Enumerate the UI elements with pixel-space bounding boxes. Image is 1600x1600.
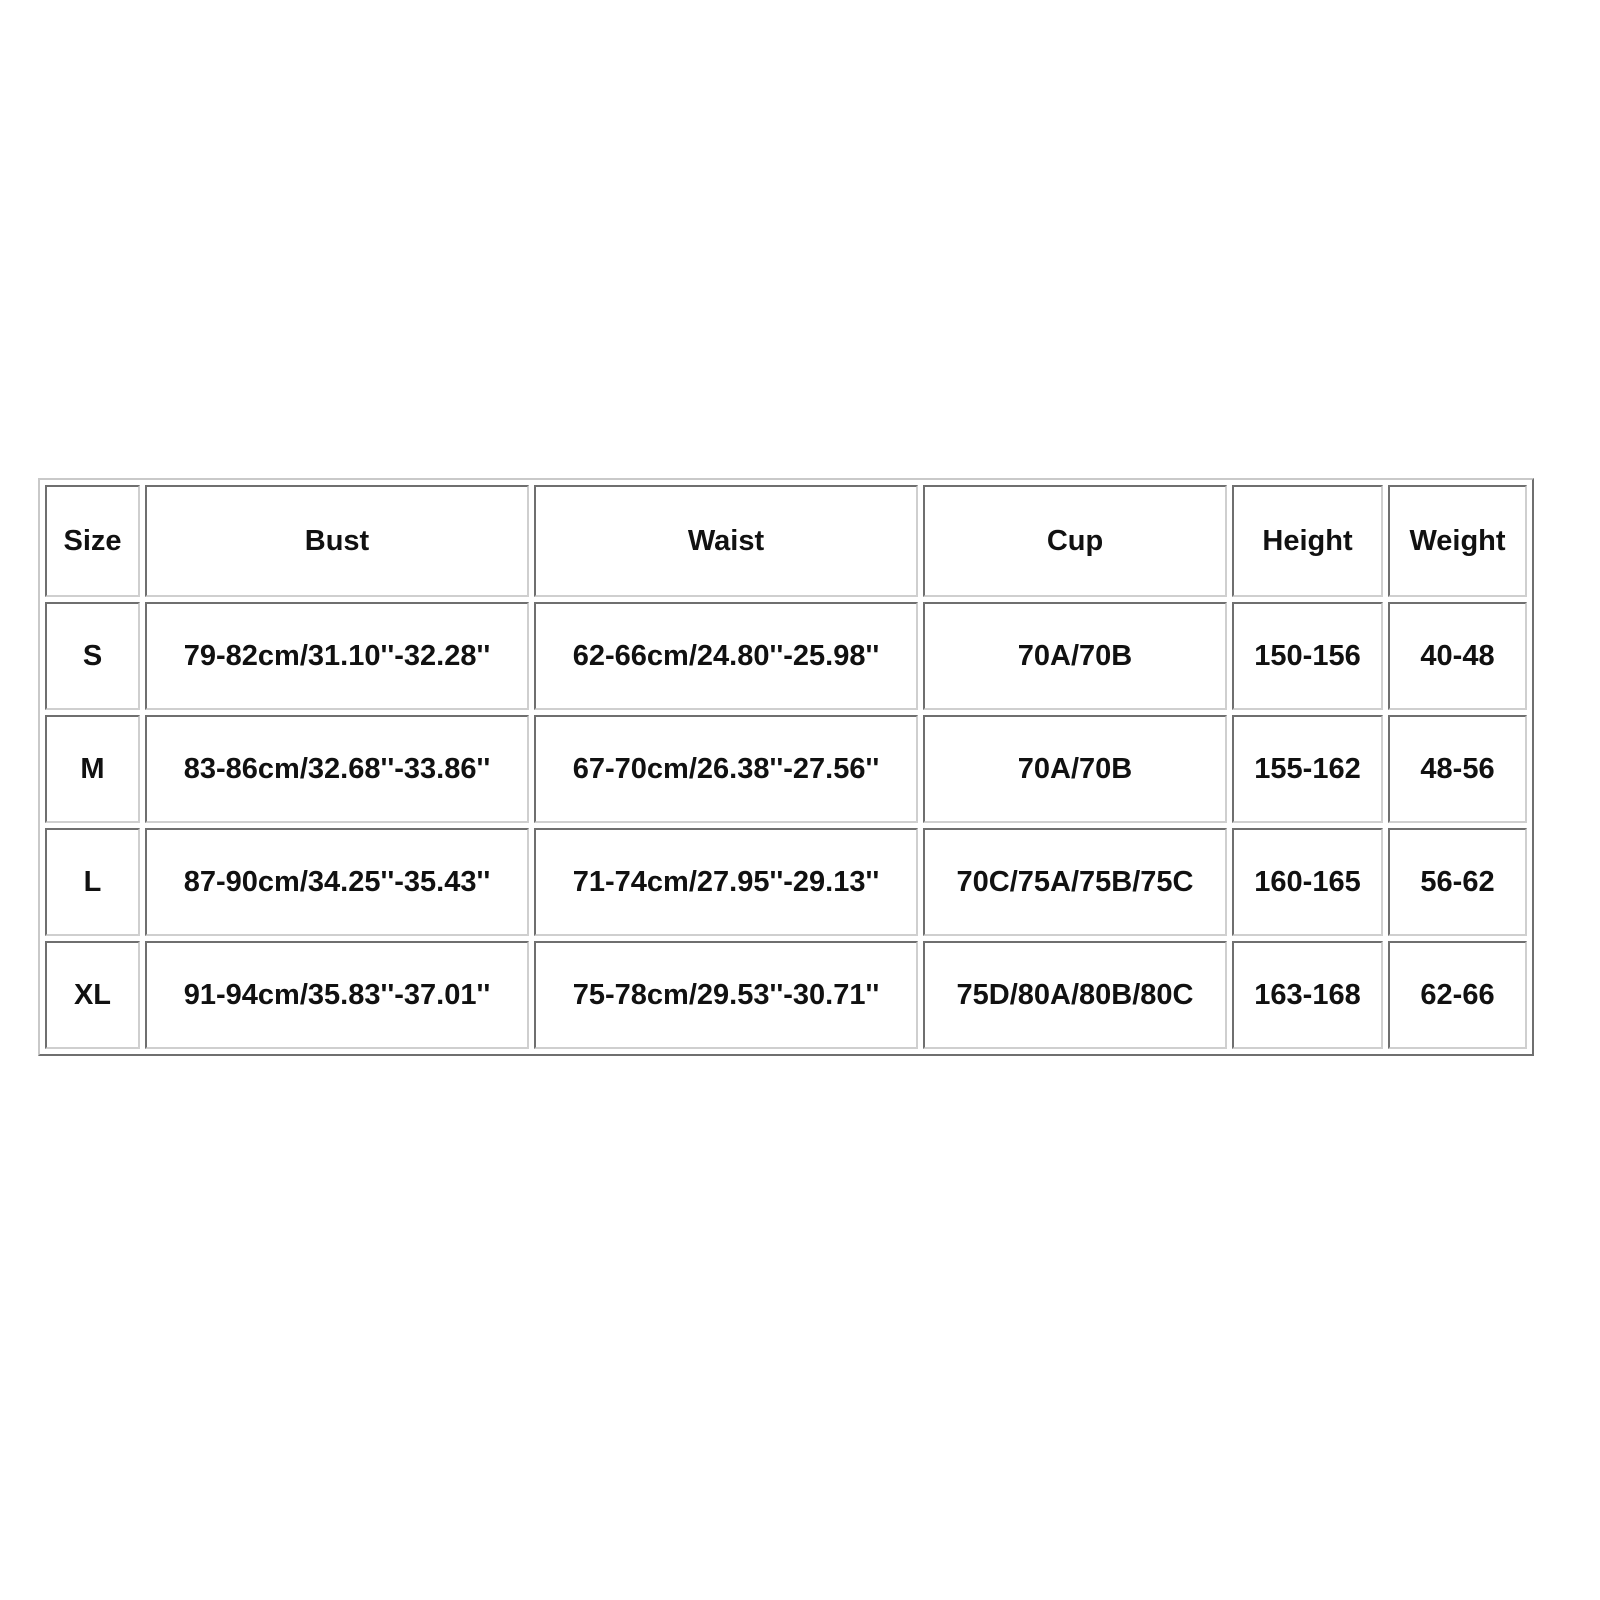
cell-cup: 70A/70B [923,602,1227,710]
table-row [45,715,1527,823]
cell-bust: 83-86cm/32.68''-33.86'' [145,715,529,823]
cell-waist: 75-78cm/29.53''-30.71'' [534,941,918,1049]
cell-cup: 70C/75A/75B/75C [923,828,1227,936]
table-row [45,828,1527,936]
size-chart-table [38,478,1534,1056]
cell-cup: 70A/70B [923,715,1227,823]
header-waist: Waist [534,485,918,597]
cell-waist: 62-66cm/24.80''-25.98'' [534,602,918,710]
cell-weight: 56-62 [1388,828,1527,936]
cell-weight: 62-66 [1388,941,1527,1049]
header-bust: Bust [145,485,529,597]
cell-bust: 79-82cm/31.10''-32.28'' [145,602,529,710]
table-header-row [45,485,1527,597]
header-size: Size [45,485,140,597]
cell-height: 163-168 [1232,941,1383,1049]
cell-weight: 40-48 [1388,602,1527,710]
cell-cup: 75D/80A/80B/80C [923,941,1227,1049]
cell-height: 160-165 [1232,828,1383,936]
cell-waist: 71-74cm/27.95''-29.13'' [534,828,918,936]
cell-height: 155-162 [1232,715,1383,823]
header-cup: Cup [923,485,1227,597]
cell-weight: 48-56 [1388,715,1527,823]
header-height: Height [1232,485,1383,597]
cell-size: M [45,715,140,823]
cell-waist: 67-70cm/26.38''-27.56'' [534,715,918,823]
table-row [45,602,1527,710]
header-weight: Weight [1388,485,1527,597]
cell-height: 150-156 [1232,602,1383,710]
cell-bust: 91-94cm/35.83''-37.01'' [145,941,529,1049]
cell-size: XL [45,941,140,1049]
cell-size: S [45,602,140,710]
cell-bust: 87-90cm/34.25''-35.43'' [145,828,529,936]
cell-size: L [45,828,140,936]
table-row [45,941,1527,1049]
